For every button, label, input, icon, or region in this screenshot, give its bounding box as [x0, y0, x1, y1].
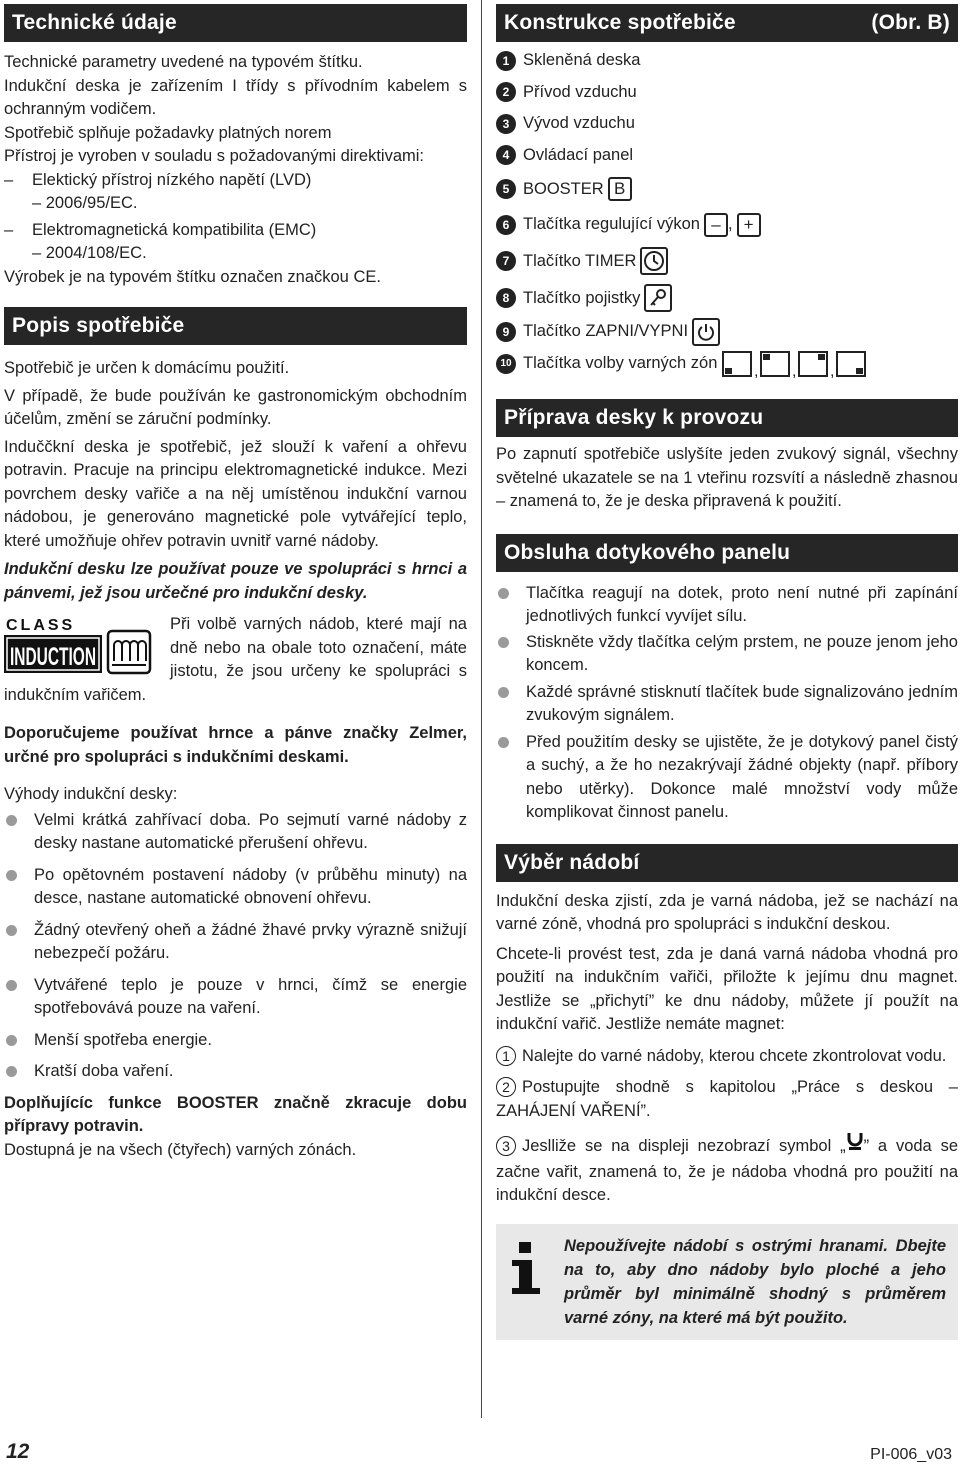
- step-1: 1 Nalejte do varné nádoby, kterou chcete zkontrolovat vodu.: [496, 1045, 958, 1069]
- page-number: 12: [6, 1440, 30, 1463]
- popis-p5: Při volbě varných nádob, které mají na dně nebo na obale toto označení, máte jistotu, že jsou určeny ke spolupráci s indukčním vařičem.: [4, 615, 467, 704]
- list-item: 10 Tlačítka volby varných zón , , ,: [496, 347, 958, 380]
- popis-p4: Indukční desku lze používat pouze ve spolupráci s hrnci a pánvemi, jež jsou určečné pro indukční desky.: [4, 560, 467, 602]
- svg-text:INDUCTION: INDUCTION: [10, 643, 96, 671]
- svg-text:,: ,: [754, 362, 759, 378]
- list-item: 2 Přívod vzduchu: [496, 77, 958, 109]
- advantages-list: [4, 809, 467, 1084]
- touch-panel-list: [496, 582, 958, 825]
- step-3: 3 Jeslliže se na displeji nezobrazí symbol „ ” a voda se začne vařit, znamená to, že je nádoba vhodná pro použití na indukční desce.: [496, 1131, 958, 1208]
- section-heading-popis: Popis spotřebiče: [4, 307, 467, 345]
- list-item: 3 Vývod vzduchu: [496, 108, 958, 140]
- column-divider: [481, 0, 482, 1418]
- list-item: Velmi krátká zahřívací doba. Po sejmutí varné nádoby z desky nastane automatické přerušení ohřevu.: [4, 809, 467, 856]
- timer-key-icon: [640, 247, 668, 275]
- list-item: 4 Ovládací panel: [496, 140, 958, 172]
- tech-line: Přístroj je vyroben v souladu s požadovanými direktivami:: [4, 147, 425, 165]
- directive-lvd: – Elektický přístroj nízkého napětí (LVD): [4, 170, 312, 189]
- list-item: 9 Tlačítko ZAPNI/VYPNI: [496, 316, 958, 347]
- section-heading-obsluha: Obsluha dotykového panelu: [496, 534, 958, 572]
- induction-logo-block: [4, 613, 467, 707]
- popis-p6: Doporučujeme používat hrnce a pánve značky Zelmer, určné pro spolupráci s indukčními deskami.: [4, 724, 467, 766]
- list-item: 1 Skleněná deska: [496, 45, 958, 77]
- key-lock-icon: [644, 284, 672, 312]
- section-heading-konstrukce: Konstrukce spotřebiče (Obr. B): [496, 4, 958, 42]
- list-item: 7 Tlačítko TIMER: [496, 242, 958, 280]
- svg-text:,: ,: [830, 362, 835, 378]
- booster-note-bold: Doplňujícíc funkce BOOSTER značně zkracuje dobu přípravy potravin.: [4, 1093, 467, 1135]
- warning-box: [496, 1224, 958, 1340]
- list-item: Tlačítka reagují na dotek, proto není nutné při zapínání jednotlivých funkcí vyvíjet sílu.: [496, 582, 958, 629]
- zone-keys: [721, 350, 867, 378]
- minus-key-icon: –: [704, 213, 728, 237]
- info-icon: [508, 1242, 544, 1296]
- parts-list: [496, 45, 958, 380]
- class-induction-logo: [4, 617, 162, 677]
- directive-lvd-code: – 2006/95/EC.: [32, 194, 138, 212]
- list-item: 8 Tlačítko pojistky: [496, 280, 958, 316]
- ce-mark-text: Výrobek je na typovém štítku označen značkou CE.: [4, 267, 381, 286]
- advantages-title: Výhody indukční desky:: [4, 785, 178, 803]
- section-heading-vyber: Výběr nádobí: [496, 844, 958, 882]
- plus-key-icon: +: [737, 213, 761, 237]
- list-item: Před použitím desky se ujistěte, že je dotykový panel čistý a suchý, a že ho nezakrývají žádné objekty (např. příbory nebo utěrky). Dokonce malé množství vody může komplikovat činnost panelu.: [496, 731, 958, 825]
- popis-p2: V případě, že bude používán ke gastronomickým obchodním účelům, změní se záruční podmínky.: [4, 386, 467, 428]
- no-pan-symbol-icon: [846, 1131, 864, 1161]
- list-item: Každé správné stisknutí tlačítek bude signalizováno jedním zvukovým signálem.: [496, 681, 958, 728]
- list-item: Po opětovném postavení nádoby (v průběhu minuty) na desce, nastane automatické obnovení ohřevu.: [4, 864, 467, 911]
- warning-text: Nepoužívejte nádobí s ostrými hranami. Dbejte na to, aby dno nádoby bylo ploché a jeho průměr byl minimálně shodný s průměrem varné zóny, na které má být použito.: [564, 1236, 946, 1327]
- list-item: 6 Tlačítka regulující výkon – , +: [496, 207, 958, 242]
- tech-line: Technické parametry uvedené na typovém štítku.: [4, 53, 363, 71]
- tech-line: Spotřebič splňuje požadavky platných norem: [4, 123, 332, 142]
- list-item: 5 BOOSTER B: [496, 171, 958, 207]
- list-item: Kratší doba vaření.: [4, 1060, 467, 1084]
- booster-key-icon: B: [608, 177, 632, 201]
- svg-text:CLASS: CLASS: [6, 617, 76, 634]
- svg-text:,: ,: [792, 362, 797, 378]
- list-item: Stiskněte vždy tlačítka celým prstem, ne pouze jenom jeho koncem.: [496, 631, 958, 678]
- list-item: Menší spotřeba energie.: [4, 1029, 467, 1053]
- document-code: PI-006_v03: [870, 1446, 952, 1463]
- step-2: 2 Postupujte shodně s kapitolou „Práce s deskou – ZAHÁJENÍ VAŘENÍ”.: [496, 1078, 958, 1120]
- popis-p1: Spotřebič je určen k domácímu použití.: [4, 359, 290, 377]
- section-heading-priprava: Příprava desky k provozu: [496, 399, 958, 437]
- right-column: [496, 4, 958, 1340]
- popis-p3: Induččkní deska je spotřebič, jež slouží k vaření a ohřevu potravin. Pracuje na principu elektromagnetické indukce. Mezi povrchem desky vařiče a na něj umístěnou indukční varnou nádobou, je generováno magnetické pole vytvářející teplo, které umožňuje ohřev potravin uvnitř varné nádoby.: [4, 437, 467, 550]
- directive-emc: – Elektromagnetická kompatibilita (EMC): [4, 220, 317, 239]
- list-item: Žádný otevřený oheň a žádné žhavé prvky výrazně snižují nebezpečí požáru.: [4, 919, 467, 966]
- left-column: [4, 4, 467, 1162]
- vyber-p1: Indukční deska zjistí, zda je varná nádoba, jež se nachází na varné zóně, vhodná pro spolupráci s indukční deskou.: [496, 891, 958, 933]
- booster-note: Dostupná je na všech (čtyřech) varných zónách.: [4, 1140, 357, 1159]
- priprava-text: Po zapnutí spotřebiče uslyšíte jeden zvukový signál, všechny světelné ukazatele se na 1 vteřinu rozsvítí a následně zhasnou – znamená to, že je deska připravená k použití.: [496, 445, 958, 510]
- section-heading-tech: Technické údaje: [4, 4, 467, 42]
- tech-line: Indukční deska je zařízením I třídy s přívodním kabelem s ochranným vodičem.: [4, 76, 467, 118]
- vyber-p2: Chcete-li provést test, zda je daná varná nádoba vhodná pro použití na indukčním vařiči, přiložte k jejímu dnu magnet. Jestliže se „přichytí” ke dnu nádoby, můžete jí použít na indukční vařič. Jestliže nemáte magnet:: [496, 944, 958, 1033]
- directive-emc-code: – 2004/108/EC.: [32, 244, 147, 262]
- power-key-icon: [692, 318, 720, 346]
- list-item: Vytvářené teplo je pouze v hrnci, čímž se energie spotřebovává pouze na vaření.: [4, 974, 467, 1021]
